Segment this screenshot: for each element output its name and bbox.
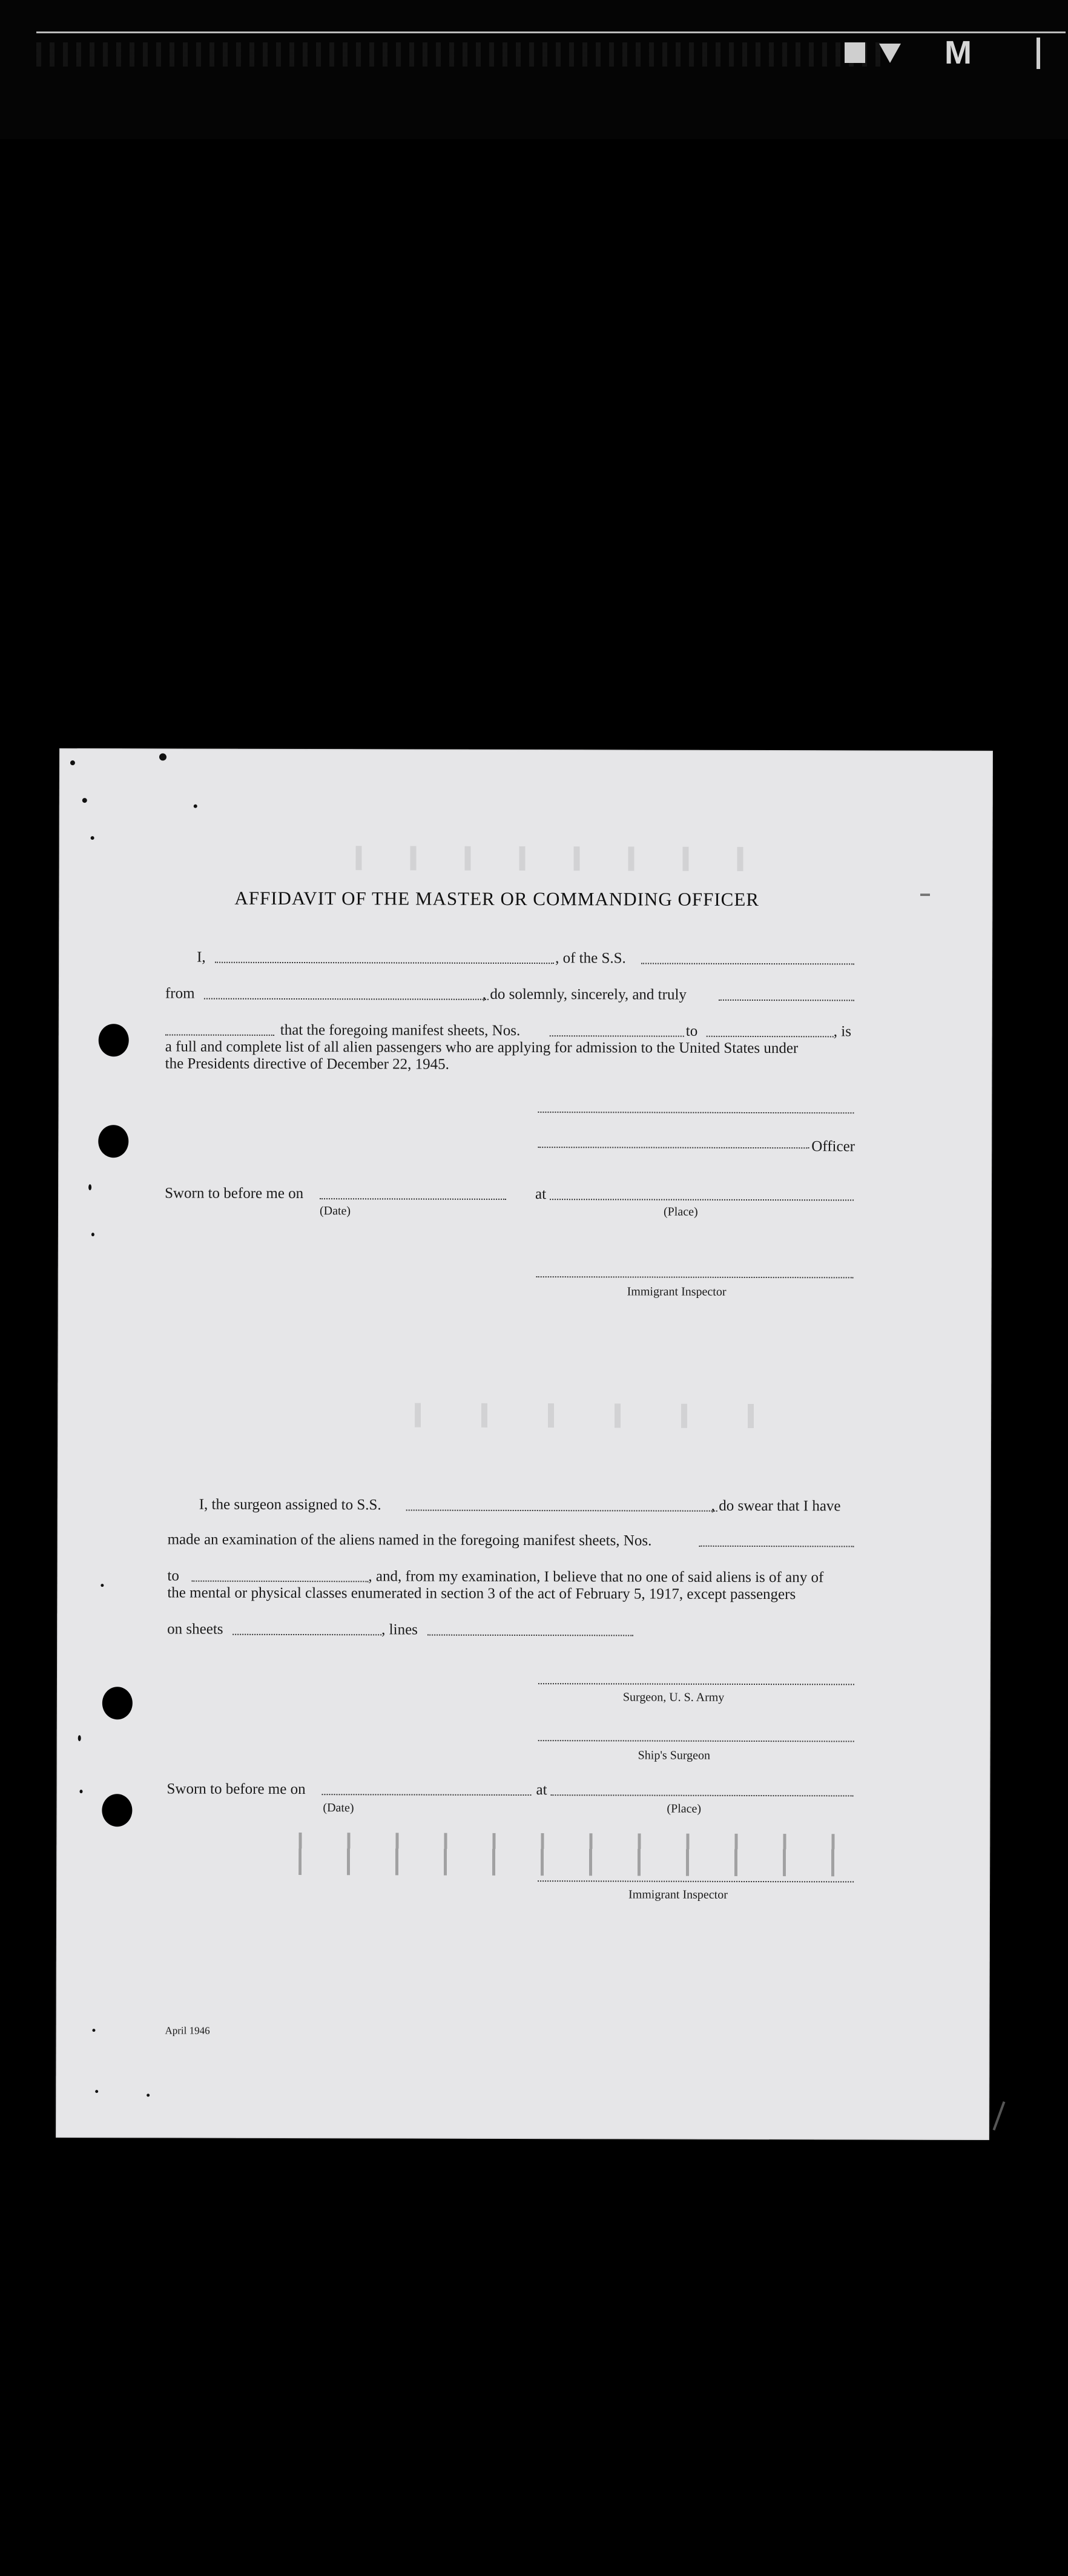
master-date-label: (Date) (319, 1204, 351, 1218)
master-sheets-from-field[interactable] (550, 1023, 684, 1037)
speck (194, 805, 197, 808)
show-through (415, 1403, 754, 1428)
master-ship-field[interactable] (641, 951, 854, 965)
film-letter-mark: M (944, 35, 972, 71)
master-inspector-signature-line[interactable] (536, 1276, 854, 1278)
surgeon-date-label: (Date) (323, 1801, 354, 1815)
master-sworn-date-field[interactable] (320, 1186, 506, 1200)
scan-artifact (993, 2101, 1006, 2130)
surgeon-line5-prefix: on sheets (167, 1621, 223, 1638)
punch-hole (102, 1687, 133, 1719)
surgeon-line5-mid: , lines (381, 1621, 418, 1638)
surgeon-place-label: (Place) (667, 1802, 702, 1816)
speck (101, 1584, 104, 1587)
master-signature-line[interactable] (538, 1112, 854, 1113)
form-date: April 1946 (165, 2024, 210, 2037)
surgeon-sheets-to-field[interactable] (191, 1569, 368, 1583)
show-through (355, 846, 755, 871)
army-surgeon-signature-line[interactable] (538, 1683, 854, 1685)
speck (88, 1184, 91, 1190)
speck (92, 2029, 95, 2032)
surgeon-at-text: at (536, 1782, 547, 1799)
surgeon-sheets-from-field[interactable] (699, 1533, 854, 1547)
officer-label: Officer (811, 1138, 855, 1155)
film-edge (0, 0, 1068, 139)
bleed-through-marks (298, 1833, 855, 1876)
officer-title-line[interactable] (538, 1147, 809, 1148)
master-sheets-to-field[interactable] (707, 1024, 834, 1038)
master-line3-is: , is (833, 1023, 852, 1040)
punch-hole (102, 1794, 132, 1827)
master-line1-prefix: I, (197, 949, 206, 966)
speck (159, 753, 166, 760)
master-line3-to: to (685, 1023, 698, 1039)
surgeon-sworn-text: Sworn to before me on (166, 1780, 306, 1798)
speck (91, 836, 94, 840)
speck (147, 2093, 150, 2097)
speck (79, 1790, 82, 1793)
master-name-field[interactable] (215, 950, 554, 964)
punch-hole (98, 1125, 128, 1158)
master-line2-mid: , do solemnly, sincerely, and truly (482, 986, 687, 1003)
surgeon-line1-suffix: , do swear that I have (711, 1497, 841, 1515)
surgeon-sworn-date-field[interactable] (321, 1782, 531, 1796)
master-sworn-place-field[interactable] (550, 1187, 854, 1201)
film-edge-noise (36, 42, 884, 67)
surgeon-line3-prefix: to (167, 1567, 179, 1584)
master-at-text: at (535, 1186, 547, 1203)
master-oath-field[interactable] (719, 987, 854, 1001)
speck (78, 1735, 81, 1741)
surgeon-inspector-signature-line[interactable] (538, 1880, 854, 1882)
master-from-field[interactable] (204, 986, 489, 1000)
speck (82, 798, 87, 803)
master-line1-mid: , of the S.S. (555, 950, 626, 967)
master-line2-prefix: from (165, 985, 195, 1002)
surgeon-line1-prefix: I, the surgeon assigned to S.S. (199, 1496, 381, 1514)
film-bar-mark (1037, 38, 1040, 69)
master-place-label: (Place) (663, 1205, 698, 1219)
speck (70, 760, 75, 765)
master-inspector-label: Immigrant Inspector (627, 1285, 727, 1299)
master-line4: a full and complete list of all alien passengers who are applying for admission to the United States under (165, 1038, 799, 1057)
surgeon-exception-lines-field[interactable] (427, 1622, 633, 1636)
surgeon-inspector-label: Immigrant Inspector (628, 1888, 728, 1902)
army-surgeon-label: Surgeon, U. S. Army (622, 1690, 725, 1704)
surgeon-line4: the mental or physical classes enumerated in section 3 of the act of February 5, 1917, except passengers (167, 1584, 796, 1603)
surgeon-exception-sheets-field[interactable] (232, 1622, 381, 1636)
surgeon-line3-rest: , and, from my examination, I believe that no one of said aliens is of any of (368, 1568, 824, 1586)
punch-hole (99, 1024, 129, 1056)
ships-surgeon-label: Ship's Surgeon (638, 1748, 711, 1762)
affidavit-page (56, 748, 993, 2140)
master-sworn-text: Sworn to before me on (165, 1185, 304, 1202)
form-title: AFFIDAVIT OF THE MASTER OR COMMANDING OFFICER (234, 887, 760, 911)
ships-surgeon-signature-line[interactable] (538, 1740, 854, 1742)
surgeon-ship-field[interactable] (406, 1497, 717, 1511)
surgeon-line2: made an examination of the aliens named in the foregoing manifest sheets, Nos. (167, 1531, 652, 1549)
speck (95, 2090, 98, 2093)
film-square-mark-icon (845, 42, 865, 63)
surgeon-sworn-place-field[interactable] (550, 1782, 853, 1796)
film-edge-rule (36, 31, 1066, 33)
master-line3-mid: that the foregoing manifest sheets, Nos. (280, 1021, 521, 1039)
master-line5: the Presidents directive of December 22, 1945. (165, 1055, 449, 1073)
film-triangle-mark-icon (879, 44, 901, 63)
speck (91, 1233, 94, 1236)
master-oath-cont-field[interactable] (165, 1022, 274, 1035)
scan-artifact (920, 894, 930, 896)
